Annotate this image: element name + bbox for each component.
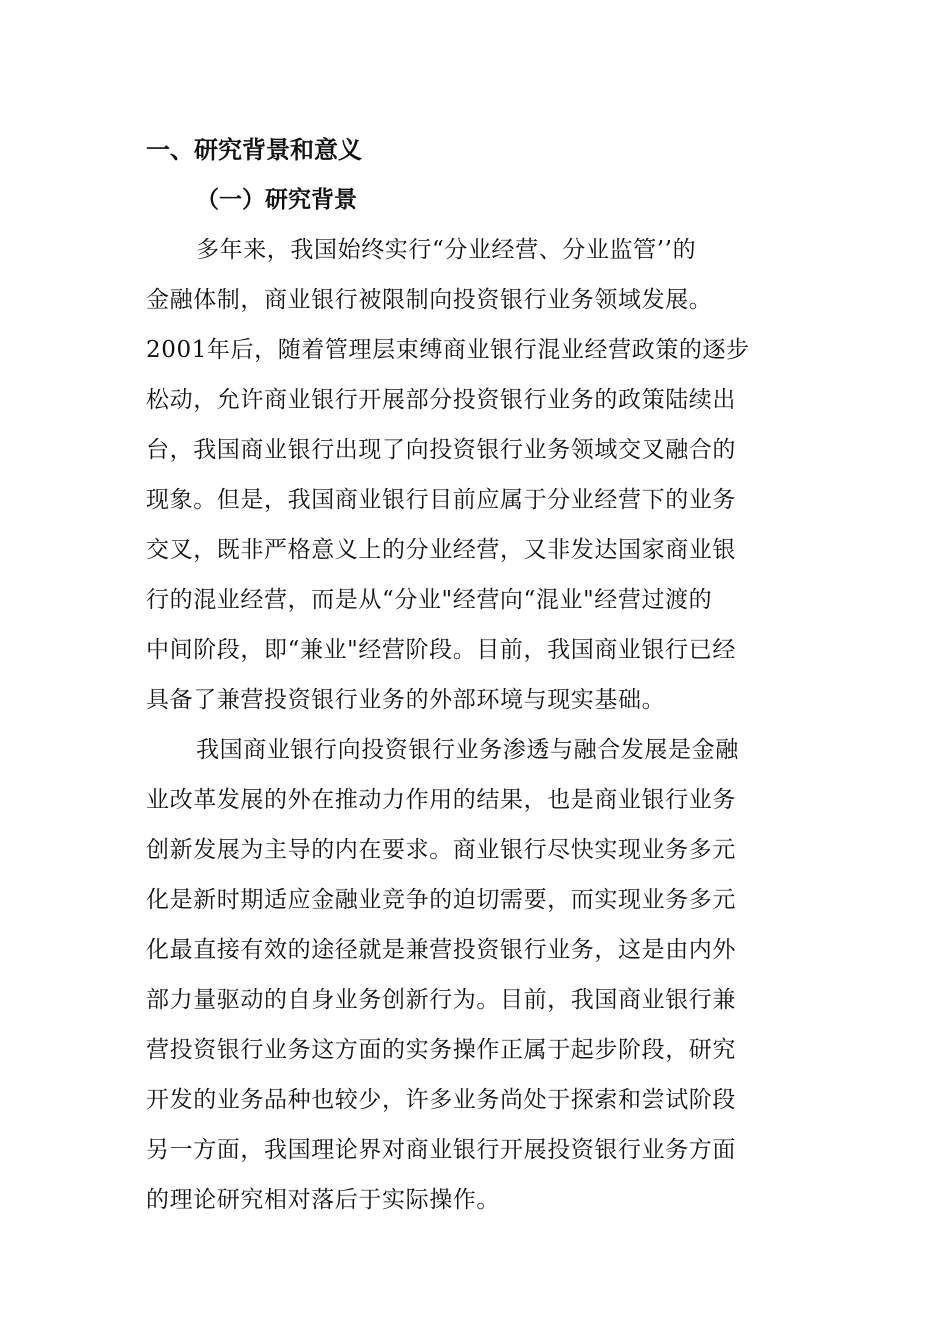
paragraph-1-line-9: 中间阶段，即“兼业"经营阶段。目前，我国商业银行已经 [146, 637, 736, 663]
paragraph-1-line-3: 2001年后，随着管理层束缚商业银行混业经营政策的逐步 [146, 337, 750, 363]
paragraph-1-line-1: 多年来，我国始终实行“分业经营、分业监管’’的 [196, 237, 697, 263]
paragraph-2-line-8: 开发的业务品种也较少，许多业务尚处于探索和尝试阶段 [146, 1087, 736, 1113]
paragraph-1-line-6: 现象。但是，我国商业银行目前应属于分业经营下的业务 [146, 487, 736, 513]
paragraph-1-line-8: 行的混业经营，而是从“分业"经营向“混业"经营过渡的 [146, 587, 713, 613]
paragraph-2-line-10: 的理论研究相对落后于实际操作。 [146, 1187, 500, 1213]
paragraph-1-line-2: 金融体制，商业银行被限制向投资银行业务领域发展。 [146, 287, 713, 313]
paragraph-1-line-4: 松动，允许商业银行开展部分投资银行业务的政策陆续出 [146, 387, 736, 413]
sub-heading: （一）研究背景 [196, 186, 357, 213]
paragraph-2-line-4: 化是新时期适应金融业竞争的迫切需要，而实现业务多元 [146, 887, 736, 913]
paragraph-2-line-1: 我国商业银行向投资银行业务渗透与融合发展是金融 [196, 737, 739, 763]
paragraph-2-line-3: 创新发展为主导的内在要求。商业银行尽快实现业务多元 [146, 837, 736, 863]
section-heading: 一、研究背景和意义 [146, 135, 362, 164]
paragraph-1-line-10: 具备了兼营投资银行业务的外部环境与现实基础。 [146, 687, 666, 713]
paragraph-1-line-5: 台，我国商业银行出现了向投资银行业务领域交叉融合的 [146, 437, 736, 463]
paragraph-2-line-7: 营投资银行业务这方面的实务操作正属于起步阶段，研究 [146, 1037, 736, 1063]
paragraph-2-line-2: 业改革发展的外在推动力作用的结果，也是商业银行业务 [146, 787, 736, 813]
paragraph-2-line-5: 化最直接有效的途径就是兼营投资银行业务，这是由内外 [146, 937, 736, 963]
paragraph-2-line-6: 部力量驱动的自身业务创新行为。目前，我国商业银行兼 [146, 987, 736, 1013]
paragraph-2-line-9: 另一方面，我国理论界对商业银行开展投资银行业务方面 [146, 1137, 736, 1163]
paragraph-1-line-7: 交叉，既非严格意义上的分业经营，又非发达国家商业银 [146, 537, 736, 563]
